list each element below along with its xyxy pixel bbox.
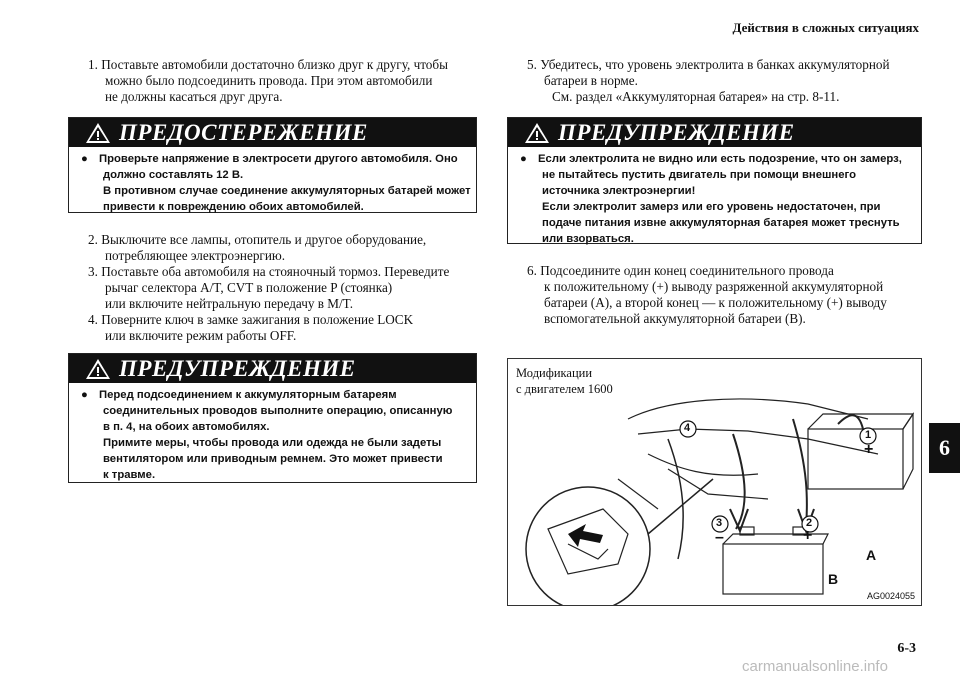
step-6 bbox=[527, 263, 887, 327]
warning-box-right bbox=[507, 117, 922, 244]
callout-3: 3 bbox=[716, 517, 723, 529]
section-tab: 6 bbox=[929, 423, 960, 473]
text-line: к травме. bbox=[103, 469, 156, 481]
caution-header bbox=[69, 118, 476, 147]
caption-line: с двигателем 1600 bbox=[516, 382, 613, 396]
caption-line: Модификации bbox=[516, 366, 593, 380]
warning-triangle-icon bbox=[524, 122, 550, 144]
figure-id: AG0024055 bbox=[866, 591, 915, 601]
plus-sign: + bbox=[864, 441, 874, 458]
bullet-icon: ● bbox=[81, 389, 88, 401]
text-line: или взорваться. bbox=[542, 233, 634, 245]
text-line: привести к повреждению обоих автомобилей. bbox=[103, 201, 364, 213]
text-line: или включите режим работы OFF. bbox=[105, 328, 297, 343]
watermark: carmanualsonline.info bbox=[742, 658, 888, 675]
text-line: должно составлять 12 В. bbox=[103, 169, 244, 181]
text-line: Перед подсоединением к аккумуляторным батареям bbox=[99, 389, 397, 401]
text-line: Проверьте напряжение в электросети другого автомобиля. Оно bbox=[99, 153, 458, 165]
text-line: Если электролита не видно или есть подозрение, что он замерз, bbox=[538, 153, 902, 165]
text-line: к положительному (+) выводу разряженной аккумуляторной bbox=[544, 279, 884, 294]
text-line: потребляющее электроэнергию. bbox=[105, 248, 286, 263]
text-line: В противном случае соединение аккумуляторных батарей может bbox=[103, 185, 471, 197]
text-line: Если электролит замерз или его уровень недостаточен, при bbox=[542, 201, 881, 213]
text-line: в п. 4, на обоих автомобилях. bbox=[103, 421, 270, 433]
warning-box-left bbox=[68, 353, 477, 483]
plus-sign: + bbox=[803, 527, 813, 544]
step-1 bbox=[88, 57, 448, 105]
callout-1: 1 bbox=[865, 429, 872, 441]
text-line: рычаг селектора A/T, CVT в положение P (стоянка) bbox=[105, 280, 393, 295]
arrow-icon bbox=[568, 524, 603, 547]
label-a: A bbox=[866, 547, 877, 563]
text-line: 1. Поставьте автомобили достаточно близко друг к другу, чтобы bbox=[88, 57, 448, 72]
text-line: не пытайтесь пустить двигатель при помощи внешнего bbox=[542, 169, 856, 181]
caution-box bbox=[68, 117, 477, 213]
text-line: батареи в норме. bbox=[544, 73, 638, 88]
warning-title: ПРЕДУПРЕЖДЕНИЕ bbox=[119, 355, 356, 381]
bullet-icon: ● bbox=[520, 153, 527, 165]
text-line: 3. Поставьте оба автомобиля на стояночный тормоз. Переведите bbox=[88, 264, 450, 279]
text-line: 6. Подсоедините один конец соединительного провода bbox=[527, 263, 834, 278]
callout-2: 2 bbox=[806, 517, 813, 529]
text-line: соединительных проводов выполните операцию, описанную bbox=[103, 405, 453, 417]
text-line: Примите меры, чтобы провода или одежда не были задеты bbox=[103, 437, 442, 449]
text-line: вспомогательной аккумуляторной батареи (B). bbox=[544, 311, 806, 326]
warning-triangle-icon bbox=[85, 358, 111, 380]
page-number: 6-3 bbox=[897, 641, 916, 656]
step-5 bbox=[527, 57, 890, 105]
callout-4: 4 bbox=[684, 422, 691, 434]
text-line: вентилятором или приводным ремнем. Это может привести bbox=[103, 453, 443, 465]
warning-triangle-icon bbox=[85, 122, 111, 144]
jump-start-figure bbox=[507, 358, 922, 606]
text-line: подаче питания извне аккумуляторная батарея может треснуть bbox=[542, 217, 900, 229]
text-line: или включите нейтральную передачу в M/T. bbox=[105, 296, 354, 311]
warning-title: ПРЕДУПРЕЖДЕНИЕ bbox=[558, 119, 795, 145]
warning-header bbox=[508, 118, 921, 147]
minus-sign: – bbox=[715, 529, 724, 546]
text-line: источника электроэнергии! bbox=[542, 185, 696, 197]
label-b: B bbox=[828, 571, 839, 587]
warning-header bbox=[69, 354, 476, 383]
figure-caption bbox=[516, 365, 613, 397]
bullet-icon: ● bbox=[81, 153, 88, 165]
text-line: можно было подсоединить провода. При этом автомобили bbox=[105, 73, 433, 88]
text-line: См. раздел «Аккумуляторная батарея» на стр. 8-11. bbox=[552, 89, 840, 104]
page-header: Действия в сложных ситуациях bbox=[732, 20, 919, 35]
text-line: батареи (A), а второй конец — к положительному (+) выводу bbox=[544, 295, 887, 310]
text-line: 4. Поверните ключ в замке зажигания в положение LOCK bbox=[88, 312, 414, 327]
text-line: 2. Выключите все лампы, отопитель и другое оборудование, bbox=[88, 232, 427, 247]
text-line: 5. Убедитесь, что уровень электролита в банках аккумуляторной bbox=[527, 57, 890, 72]
steps-2-4 bbox=[88, 232, 449, 344]
text-line: не должны касаться друг друга. bbox=[105, 89, 283, 104]
caution-title: ПРЕДОСТЕРЕЖЕНИЕ bbox=[119, 119, 368, 145]
